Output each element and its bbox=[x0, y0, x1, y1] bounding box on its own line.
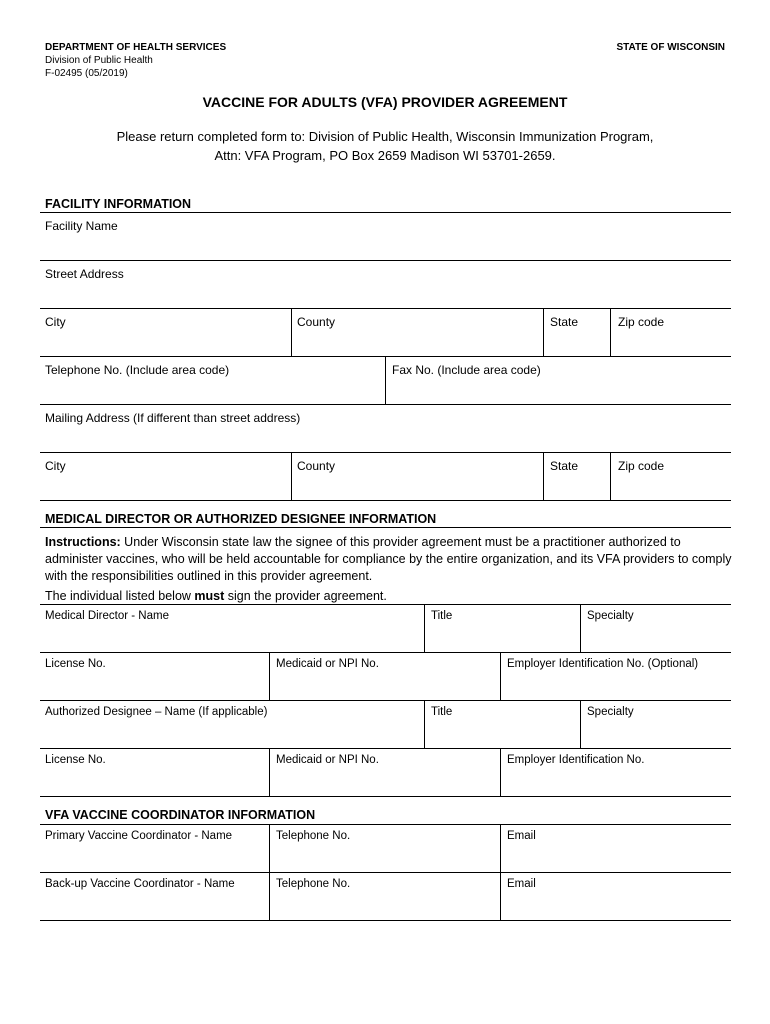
instructions bbox=[45, 534, 735, 585]
mailing-state-label: State bbox=[550, 459, 579, 473]
divider bbox=[269, 824, 270, 872]
divider bbox=[500, 824, 501, 872]
return-line-1: Please return completed form to: Division of Public Health, Wisconsin Immunization Program, bbox=[116, 129, 654, 144]
state-name: STATE OF WISCONSIN bbox=[616, 42, 725, 53]
facility-name-label: Facility Name bbox=[45, 219, 118, 233]
county-label: County bbox=[297, 315, 336, 329]
director-name-label: Medical Director - Name bbox=[45, 610, 169, 622]
designee-title-label: Title bbox=[431, 706, 453, 718]
must-sign-note bbox=[45, 588, 735, 605]
must-sign-pre: The individual listed below bbox=[45, 589, 195, 603]
return-line-2: Attn: VFA Program, PO Box 2659 Madison WI 53701-2659. bbox=[214, 148, 556, 163]
medical-section-heading: MEDICAL DIRECTOR OR AUTHORIZED DESIGNEE INFORMATION bbox=[45, 512, 437, 526]
division-name: Division of Public Health bbox=[45, 55, 153, 66]
instructions-label: Instructions: bbox=[45, 535, 121, 549]
director-ein-label: Employer Identification No. (Optional) bbox=[507, 658, 699, 670]
divider bbox=[500, 652, 501, 700]
telephone-label: Telephone No. (Include area code) bbox=[45, 363, 230, 377]
mailing-zip-label: Zip code bbox=[618, 459, 665, 473]
designee-specialty-label: Specialty bbox=[587, 706, 634, 718]
divider bbox=[291, 452, 292, 500]
divider bbox=[500, 872, 501, 920]
backup-coordinator-name-label: Back-up Vaccine Coordinator - Name bbox=[45, 878, 235, 890]
divider bbox=[269, 652, 270, 700]
divider bbox=[424, 700, 425, 748]
designee-name-label: Authorized Designee – Name (If applicable) bbox=[45, 706, 268, 718]
divider bbox=[291, 308, 292, 356]
divider bbox=[385, 356, 386, 404]
mailing-county-label: County bbox=[297, 459, 336, 473]
divider bbox=[269, 748, 270, 796]
primary-coordinator-email-label: Email bbox=[507, 830, 536, 842]
director-specialty-label: Specialty bbox=[587, 610, 634, 622]
city-field[interactable] bbox=[40, 309, 291, 356]
divider bbox=[610, 308, 611, 356]
must-sign-emphasis: must bbox=[194, 589, 225, 603]
fax-label: Fax No. (Include area code) bbox=[392, 363, 541, 377]
designee-license-label: License No. bbox=[45, 754, 106, 766]
divider bbox=[40, 500, 731, 501]
designee-ein-label: Employer Identification No. bbox=[507, 754, 645, 766]
director-title-label: Title bbox=[431, 610, 453, 622]
street-address-field[interactable] bbox=[40, 261, 731, 308]
divider bbox=[580, 604, 581, 652]
coordinator-section-heading: VFA VACCINE COORDINATOR INFORMATION bbox=[45, 808, 316, 822]
director-license-label: License No. bbox=[45, 658, 106, 670]
backup-coordinator-email-label: Email bbox=[507, 878, 536, 890]
divider bbox=[543, 452, 544, 500]
state-label: State bbox=[550, 315, 579, 329]
mailing-city-label: City bbox=[45, 459, 66, 473]
facility-section-heading: FACILITY INFORMATION bbox=[45, 197, 192, 211]
designee-medicaid-label: Medicaid or NPI No. bbox=[276, 754, 379, 766]
divider bbox=[40, 527, 731, 528]
primary-coordinator-name-label: Primary Vaccine Coordinator - Name bbox=[45, 830, 233, 842]
must-sign-post: sign the provider agreement. bbox=[224, 589, 387, 603]
instructions-text: Under Wisconsin state law the signee of this provider agreement must be a practitioner authorized to administer vaccines, who will be held accountable for compliance by the entire organization, and its VFA providers to comply with the responsibilities outlined in this provider agreement. bbox=[45, 535, 732, 583]
divider bbox=[543, 308, 544, 356]
divider bbox=[610, 452, 611, 500]
street-address-label: Street Address bbox=[45, 267, 124, 281]
form-title: VACCINE FOR ADULTS (VFA) PROVIDER AGREEMENT bbox=[202, 94, 568, 110]
city-label: City bbox=[45, 315, 66, 329]
divider bbox=[40, 920, 731, 921]
director-medicaid-label: Medicaid or NPI No. bbox=[276, 658, 379, 670]
divider bbox=[269, 872, 270, 920]
mailing-address-label: Mailing Address (If different than street address) bbox=[45, 411, 301, 425]
form-number: F-02495 (05/2019) bbox=[45, 68, 128, 79]
facility-name-field[interactable] bbox=[40, 213, 731, 260]
mailing-city-field[interactable] bbox=[40, 453, 291, 500]
primary-coordinator-telephone-label: Telephone No. bbox=[276, 830, 351, 842]
divider bbox=[500, 748, 501, 796]
return-instructions bbox=[0, 127, 770, 165]
divider bbox=[424, 604, 425, 652]
department-name: DEPARTMENT OF HEALTH SERVICES bbox=[45, 42, 227, 53]
zip-label: Zip code bbox=[618, 315, 665, 329]
backup-coordinator-telephone-label: Telephone No. bbox=[276, 878, 351, 890]
divider bbox=[40, 796, 731, 797]
divider bbox=[580, 700, 581, 748]
